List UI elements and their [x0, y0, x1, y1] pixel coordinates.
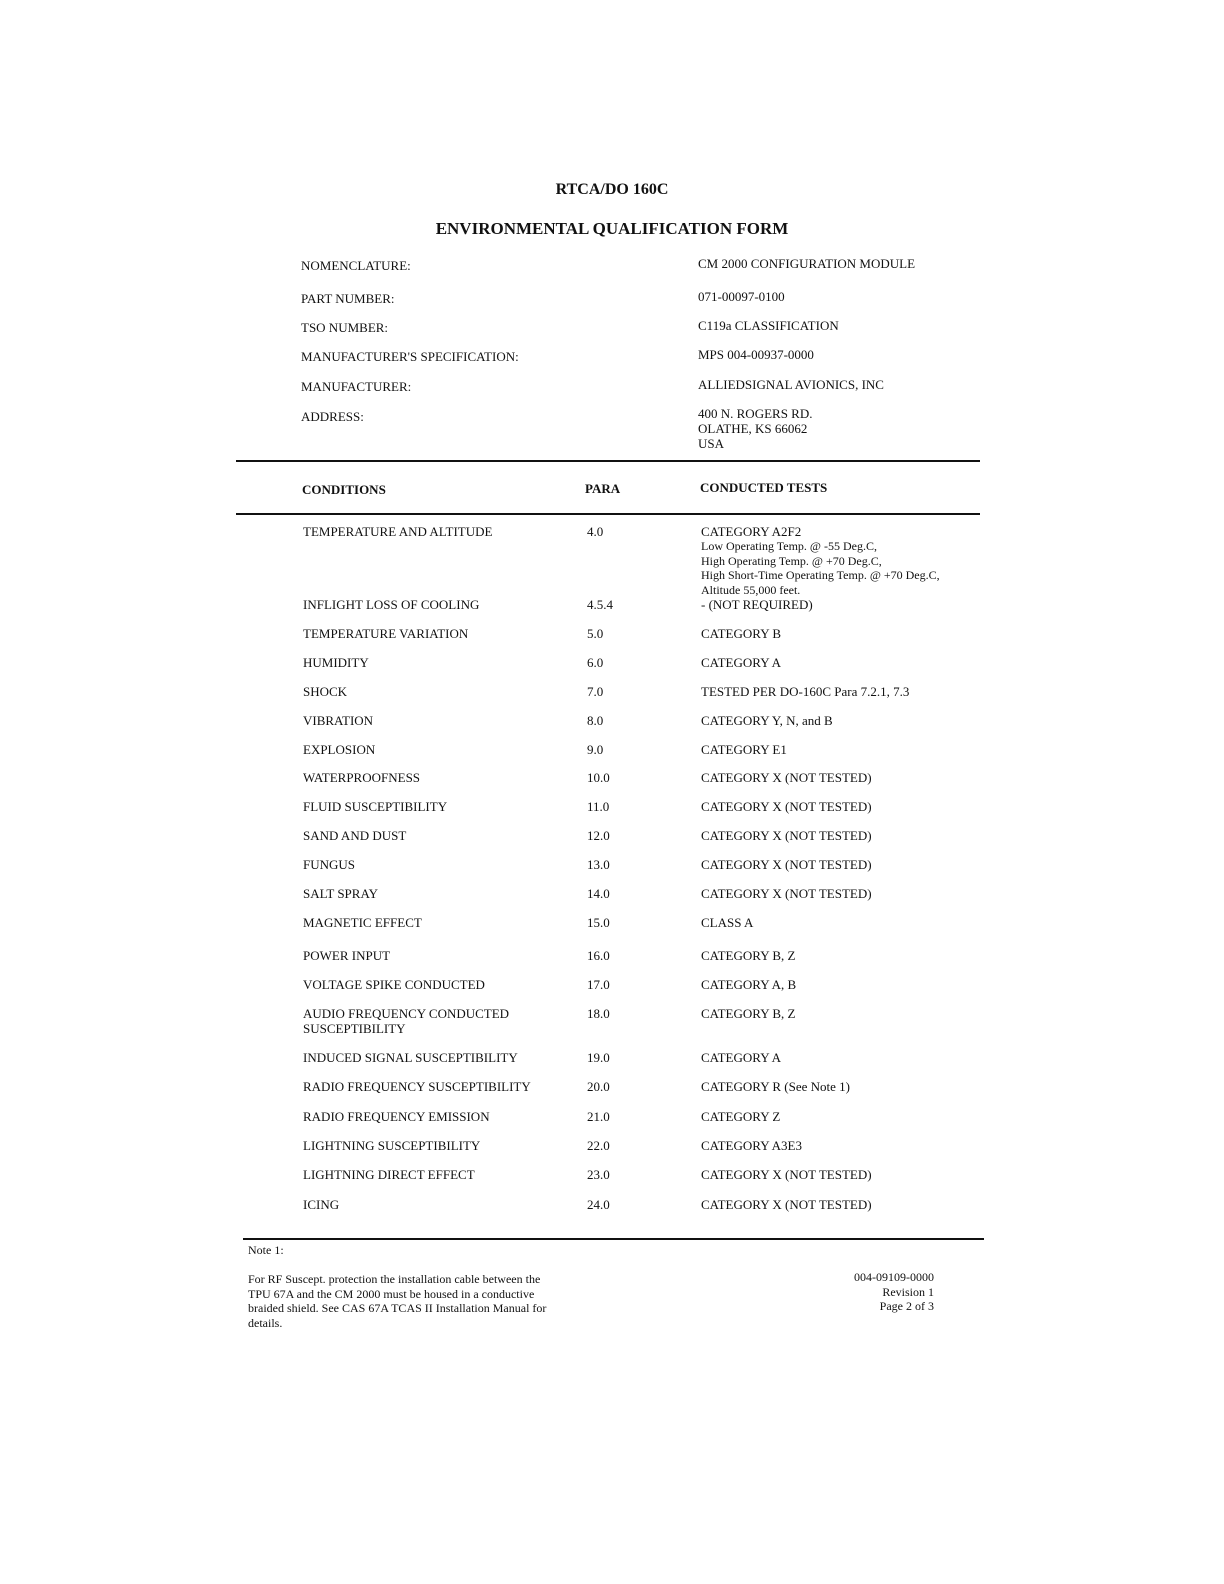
condition-cell: TEMPERATURE AND ALTITUDE: [303, 524, 493, 539]
test-cell: CATEGORY A: [701, 655, 782, 670]
tso-number-label: TSO NUMBER:: [301, 320, 389, 335]
test-cell: CATEGORY Z: [701, 1109, 781, 1124]
test-cell: CATEGORY X (NOT TESTED): [701, 1167, 872, 1182]
manufacturer-value: ALLIEDSIGNAL AVIONICS, INC: [698, 377, 884, 392]
condition-cell: AUDIO FREQUENCY CONDUCTED SUSCEPTIBILITY: [303, 1006, 510, 1036]
test-cell: CATEGORY X (NOT TESTED): [701, 886, 872, 901]
condition-cell: POWER INPUT: [303, 948, 391, 963]
conditions-header: CONDITIONS: [302, 482, 386, 497]
para-cell: 15.0: [587, 915, 610, 930]
tests-header: CONDUCTED TESTS: [700, 480, 828, 495]
para-cell: 14.0: [587, 886, 610, 901]
part-number-label: PART NUMBER:: [301, 291, 395, 306]
test-cell: CLASS A: [701, 915, 754, 930]
header-bottom-rule: [236, 513, 980, 515]
test-cell: CATEGORY R (See Note 1): [701, 1079, 851, 1094]
para-cell: 21.0: [587, 1109, 610, 1124]
document-title: RTCA/DO 160C: [555, 181, 669, 198]
condition-cell: WATERPROOFNESS: [303, 770, 421, 785]
manufacturer-spec-label: MANUFACTURER'S SPECIFICATION:: [301, 349, 519, 364]
para-cell: 10.0: [587, 770, 610, 785]
para-cell: 19.0: [587, 1050, 610, 1065]
nomenclature-label: NOMENCLATURE:: [301, 258, 411, 273]
para-header: PARA: [585, 481, 621, 496]
condition-cell: RADIO FREQUENCY EMISSION: [303, 1109, 490, 1124]
table-bottom-rule: [243, 1238, 984, 1240]
test-cell: CATEGORY X (NOT TESTED): [701, 799, 872, 814]
para-cell: 12.0: [587, 828, 610, 843]
test-cell: CATEGORY A2F2 Low Operating Temp. @ -55 Deg.C, High Operating Temp. @ +70 Deg.C, High Short-Time Operating Temp. @ +70 Deg.C, Altitude 55,000 feet.: [701, 524, 940, 597]
condition-cell: ICING: [303, 1197, 340, 1212]
para-cell: 18.0: [587, 1006, 610, 1021]
test-cell: CATEGORY X (NOT TESTED): [701, 1197, 872, 1212]
para-cell: 8.0: [587, 713, 604, 728]
test-cell: TESTED PER DO-160C Para 7.2.1, 7.3: [701, 684, 910, 699]
condition-cell: FUNGUS: [303, 857, 356, 872]
para-cell: 13.0: [587, 857, 610, 872]
para-cell: 23.0: [587, 1167, 610, 1182]
address-value: 400 N. ROGERS RD. OLATHE, KS 66062 USA: [698, 406, 813, 451]
para-cell: 4.5.4: [587, 597, 613, 612]
manufacturer-spec-value: MPS 004-00937-0000: [698, 347, 814, 362]
para-cell: 6.0: [587, 655, 604, 670]
test-cell: CATEGORY B: [701, 626, 782, 641]
manufacturer-label: MANUFACTURER:: [301, 379, 412, 394]
condition-cell: SHOCK: [303, 684, 348, 699]
test-cell: CATEGORY A: [701, 1050, 782, 1065]
condition-cell: EXPLOSION: [303, 742, 376, 757]
test-cell: CATEGORY B, Z: [701, 948, 796, 963]
para-cell: 5.0: [587, 626, 604, 641]
condition-cell: LIGHTNING SUSCEPTIBILITY: [303, 1138, 481, 1153]
para-cell: 7.0: [587, 684, 604, 699]
note-text: For RF Suscept. protection the installation cable between the TPU 67A and the CM 2000 must be housed in a conductive braided shield. See CAS 67A TCAS II Installation Manual for details.: [248, 1272, 547, 1330]
condition-cell: VIBRATION: [303, 713, 374, 728]
test-cell: CATEGORY E1: [701, 742, 787, 757]
nomenclature-value: CM 2000 CONFIGURATION MODULE: [698, 256, 916, 271]
condition-cell: INFLIGHT LOSS OF COOLING: [303, 597, 480, 612]
page-number: Page 2 of 3: [879, 1299, 934, 1313]
para-cell: 24.0: [587, 1197, 610, 1212]
header-top-rule: [236, 460, 980, 462]
test-cell: CATEGORY X (NOT TESTED): [701, 770, 872, 785]
condition-cell: RADIO FREQUENCY SUSCEPTIBILITY: [303, 1079, 531, 1094]
condition-cell: INDUCED SIGNAL SUSCEPTIBILITY: [303, 1050, 518, 1065]
condition-cell: TEMPERATURE VARIATION: [303, 626, 469, 641]
para-cell: 4.0: [587, 524, 604, 539]
form-title: ENVIRONMENTAL QUALIFICATION FORM: [435, 219, 789, 238]
test-cell: CATEGORY X (NOT TESTED): [701, 828, 872, 843]
condition-cell: FLUID SUSCEPTIBILITY: [303, 799, 448, 814]
note-label: Note 1:: [248, 1243, 284, 1257]
condition-cell: LIGHTNING DIRECT EFFECT: [303, 1167, 475, 1182]
condition-cell: VOLTAGE SPIKE CONDUCTED: [303, 977, 485, 992]
revision: Revision 1: [882, 1284, 934, 1299]
tso-number-value: C119a CLASSIFICATION: [698, 318, 839, 333]
address-label: ADDRESS:: [301, 409, 364, 424]
document-footer: [800, 1270, 934, 1314]
condition-cell: SALT SPRAY: [303, 886, 379, 901]
para-cell: 11.0: [587, 799, 610, 814]
test-cell: - (NOT REQUIRED): [701, 597, 813, 612]
condition-cell: MAGNETIC EFFECT: [303, 915, 422, 930]
test-cell: CATEGORY X (NOT TESTED): [701, 857, 872, 872]
para-cell: 9.0: [587, 742, 604, 757]
para-cell: 16.0: [587, 948, 610, 963]
test-cell: CATEGORY A, B: [701, 977, 797, 992]
condition-cell: SAND AND DUST: [303, 828, 407, 843]
test-cell: CATEGORY A3E3: [701, 1138, 802, 1153]
para-cell: 17.0: [587, 977, 610, 992]
condition-cell: HUMIDITY: [303, 655, 369, 670]
test-cell: CATEGORY B, Z: [701, 1006, 796, 1021]
test-cell: CATEGORY Y, N, and B: [701, 713, 833, 728]
part-number-value: 071-00097-0100: [698, 289, 785, 304]
para-cell: 20.0: [587, 1079, 610, 1094]
doc-number: 004-09109-0000: [854, 1270, 934, 1284]
para-cell: 22.0: [587, 1138, 610, 1153]
